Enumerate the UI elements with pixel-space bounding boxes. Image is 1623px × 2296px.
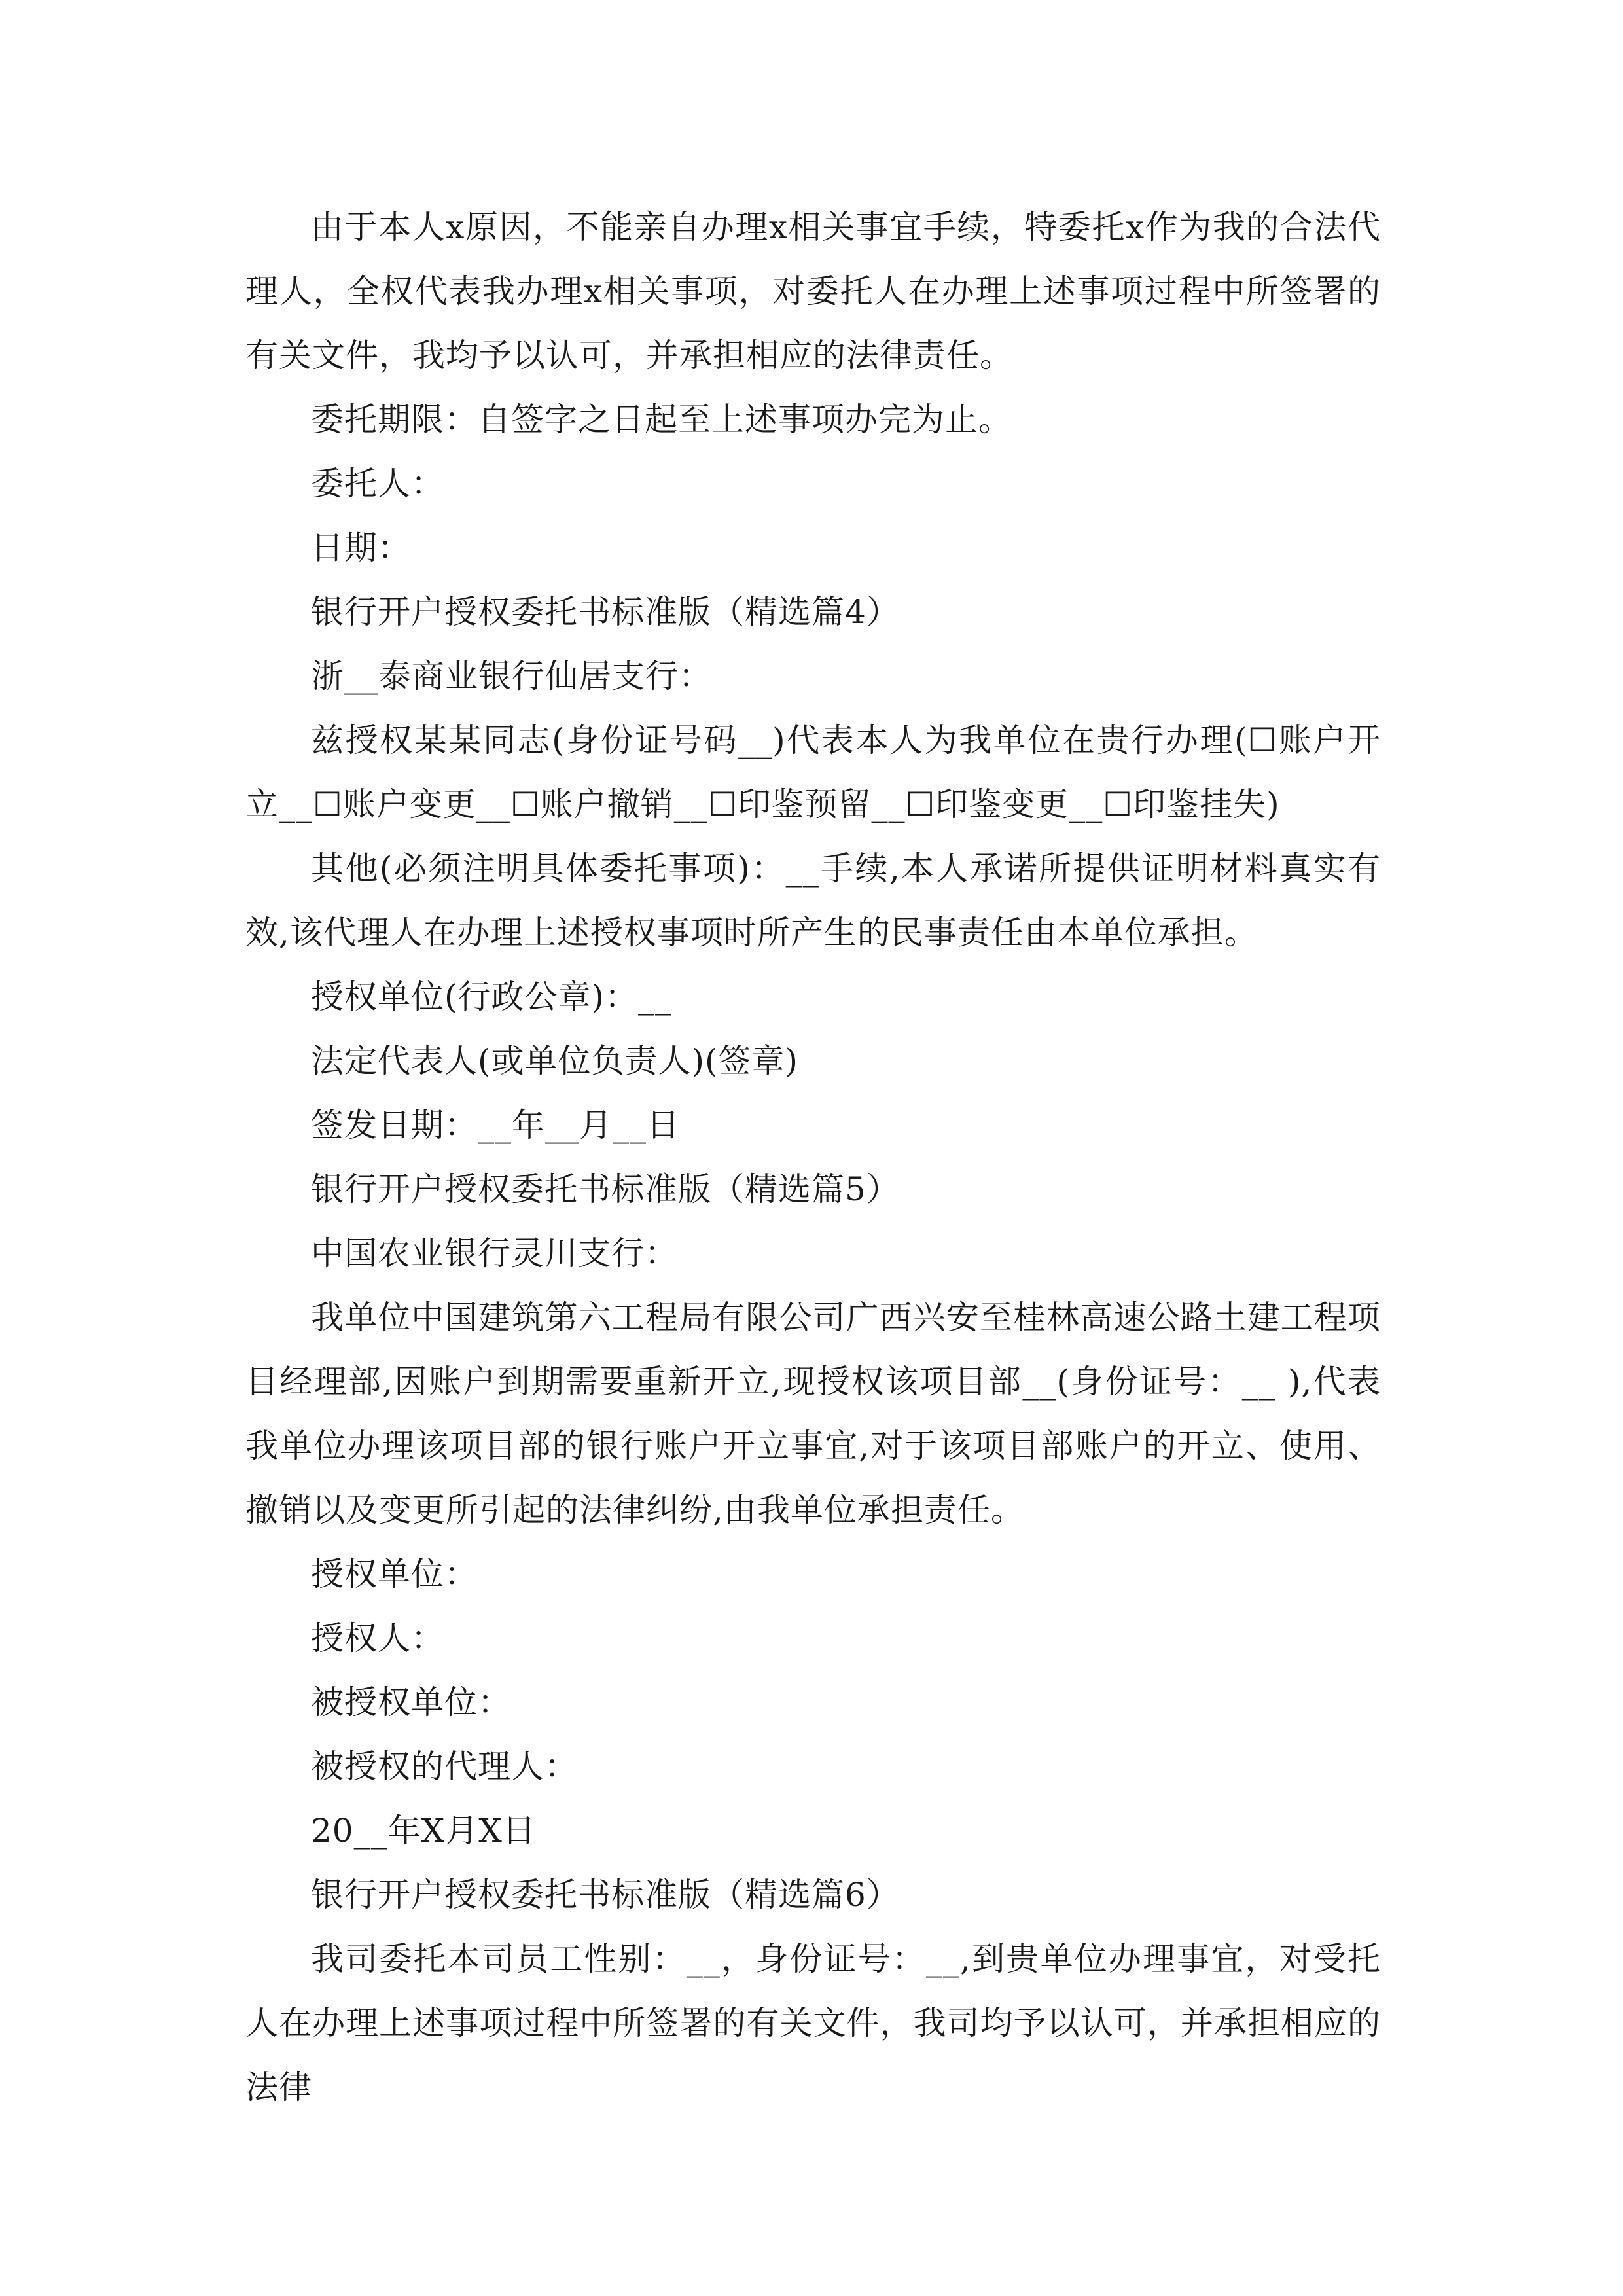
document-body [245,195,1381,2119]
paragraph-issue-date: 签发日期：__年__月__日 [311,1106,680,1144]
section-heading-4: 银行开户授权委托书标准版（精选篇4） [311,593,900,631]
paragraph-signing-date: 20__年X月X日 [311,1812,536,1850]
paragraph-proxy-statement: 由于本人x原因，不能亲自办理x相关事宜手续，特委托x作为我的合法代理人，全权代表我办理x相关事项，对委托人在办理上述事项过程中所签署的有关文件，我均予以认可，并承担相应的法律责任。 [245,208,1381,374]
paragraph-principal: 委托人： [311,465,444,503]
paragraph-date: 日期： [311,529,411,567]
paragraph-authorization-scope: 兹授权某某同志(身份证号码__)代表本人为我单位在贵行办理(☐账户开立__☐账户变更__☐账户撤销__☐印鉴预留__☐印鉴变更__☐印鉴挂失) [245,721,1381,823]
paragraph-authorizer: 授权人： [311,1619,444,1657]
section-heading-6: 银行开户授权委托书标准版（精选篇6） [311,1876,900,1914]
paragraph-authorized-agent: 被授权的代理人： [311,1748,578,1785]
paragraph-legal-representative: 法定代表人(或单位负责人)(签章) [311,1042,799,1080]
paragraph-proxy-period: 委托期限：自签字之日起至上述事项办完为止。 [311,401,1012,439]
paragraph-authorizing-unit-seal: 授权单位(行政公章)：__ [311,978,673,1016]
section-heading-5: 银行开户授权委托书标准版（精选篇5） [311,1170,900,1208]
paragraph-authorized-unit: 被授权单位： [311,1683,511,1721]
paragraph-company-entrustment: 我司委托本司员工性别：__，身份证号：__,到贵单位办理事宜，对受托人在办理上述事项过程中所签署的有关文件，我司均予以认可，并承担相应的法律 [245,1940,1381,2106]
paragraph-other-matters: 其他(必须注明具体委托事项)：__手续,本人承诺所提供证明材料真实有效,该代理人在办理上述授权事项时所产生的民事责任由本单位承担。 [245,850,1381,952]
paragraph-authorizing-unit: 授权单位： [311,1555,478,1593]
paragraph-addressee-4: 浙__泰商业银行仙居支行： [311,657,712,695]
paragraph-unit-authorization: 我单位中国建筑第六工程局有限公司广西兴安至桂林高速公路土建工程项目经理部,因账户到期需要重新开立,现授权该项目部__(身份证号：__ ),代表我单位办理该项目部的银行账户开立事宜,对于该项目部账户的开立、使用、撤销以及变更所引起的法律纠纷,由我单位承担责任。 [245,1299,1381,1529]
paragraph-addressee-5: 中国农业银行灵川支行： [311,1234,678,1272]
